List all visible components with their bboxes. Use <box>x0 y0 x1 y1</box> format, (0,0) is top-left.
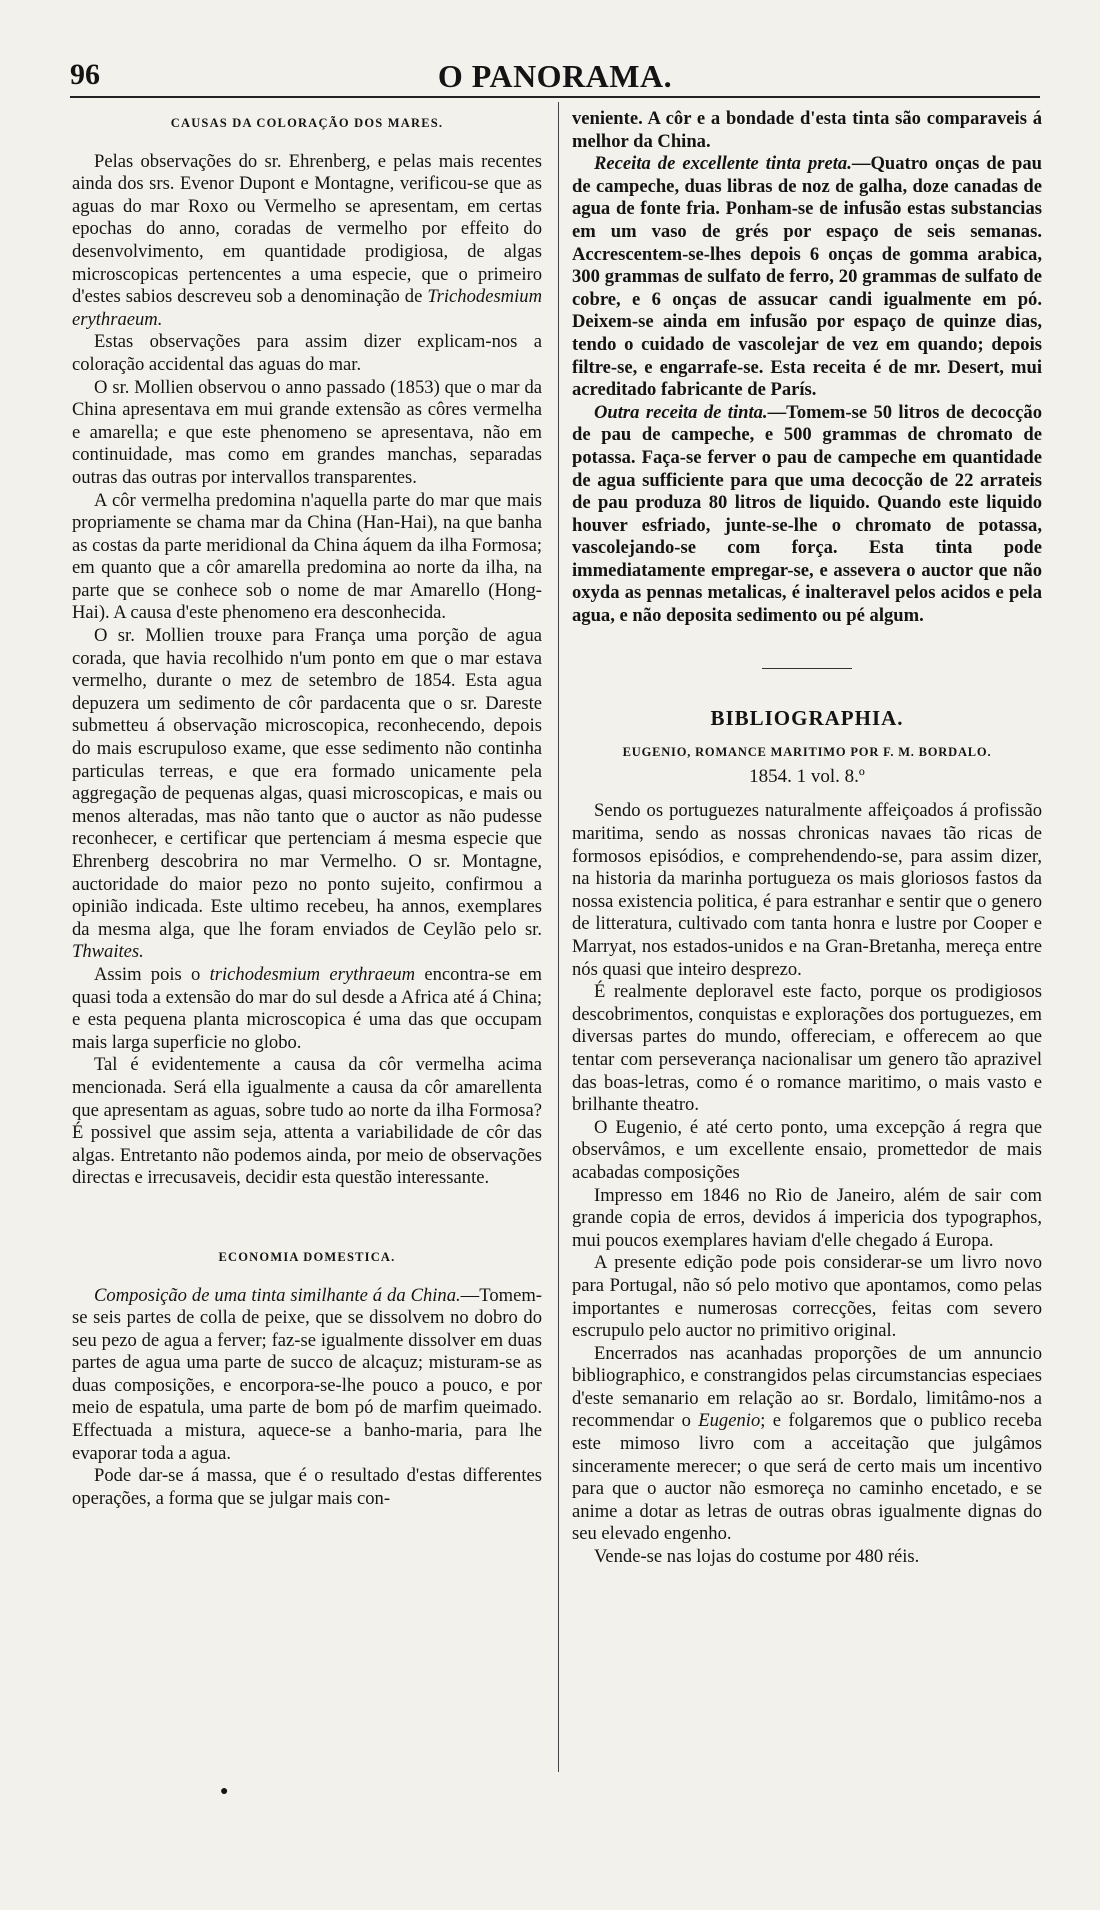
paragraph: Sendo os portuguezes naturalmente affeiçoados á profissão maritima, sendo as nossas chronicas navaes tão ricas de formosos episódios, e comprehendendo-se, para assim dizer, na historia da marinha portugueza os mais gloriosos fastos da nossa existencia politica, é para estranhar e sentir que o genero de litteratura, cultivado com tanta honra e lustre por Cooper e Marryat, nos estados-unidos e na Gran-Bretanha, mereça entre nós quasi que inteiro desprezo. <box>572 800 1042 980</box>
right-column <box>572 108 1042 1569</box>
paragraph: O Eugenio, é até certo ponto, uma excepção á regra que observâmos, e um excellente ensaio, promettedor de mais acabadas composições <box>572 1116 1042 1183</box>
page-header <box>70 58 1040 98</box>
recipe-title: Outra receita de tinta. <box>594 401 768 423</box>
recipe-title: Composição de uma tinta similhante á da China. <box>94 1284 461 1306</box>
paragraph: Outra receita de tinta.—Tomem-se 50 litros de decocção de pau de campeche, e 500 grammas de chromato de potassa. Faça-se ferver o pau de campeche em quantidade de agua sufficiente para que uma decocção de 22 arrateis de pau produza 80 litros de liquido. Quando este liquido houver esfriado, junte-se-lhe o chromato de potassa, vascolejando-se com força. Esta tinta pode immediatamente empregar-se, e assevera o auctor que não oxyda as pennas metalicas, é inalteravel pelos acidos e pela agua, e não deposita sedimento ou pé algum. <box>572 401 1042 627</box>
paragraph: É realmente deploravel este facto, porque os prodigiosos descobrimentos, conquistas e explorações dos portuguezes, em diversas partes do mundo, offereciam, e offerecem ao que tentar com perseverança nacionalisar um genero tão aprazivel das boas-letras, como é o romance maritimo, o mais vasto e brilhante theatro. <box>572 981 1042 1116</box>
paragraph: O sr. Mollien observou o anno passado (1853) que o mar da China apresentava em mui grande extensão as côres vermelha e amarella; e que este phenomeno se apresentava, não em continuidade, mas como em grandes manchas, separadas outras das outras por intervallos transparentes. <box>72 376 542 488</box>
paragraph: Encerrados nas acanhadas proporções de um annuncio bibliographico, e constrangidos pelas circumstancias especiaes d'este semanario em relação ao sr. Bordalo, limitâmo-nos a recommendar o Eugenio; e folgaremos que o publico receba este mimoso livro com a acceitação que julgâmos sinceramente merecer; o que será de certo mais um incentivo para que o auctor não esmoreça no caminho encetado, e se anime a dotar as letras de outras obras igualmente dignas do seu elevado engenho. <box>572 1342 1043 1545</box>
paragraph: Receita de excellente tinta preta.—Quatro onças de pau de campeche, duas libras de noz de galha, doze canadas de agua de fonte fria. Ponham-se de infusão estas substancias em um vaso de grés por espaço de seis semanas. Accrescentem-se-lhes depois 6 onças de gomma arabica, 300 grammas de sulfato de ferro, 20 grammas de sulfato de cobre, e 6 onças de assucar candi igualmente em pó. Deixem-se ainda em infusão por espaço de quinze dias, tendo o cuidado de vascolejar de vez em quando; depois filtre-se, e engarrafe-se. Esta receita é de mr. Desert, mui acreditado fabricante de París. <box>572 153 1042 401</box>
paragraph: Assim pois o trichodesmium erythraeum encontra-se em quasi toda a extensão do mar do sul desde a Africa até á China; e esta pequena planta microscopica é uma das que occupam mais larga superficie no globo. <box>72 963 543 1053</box>
paragraph: A côr vermelha predomina n'aquella parte do mar que mais propriamente se chama mar da China (Han-Hai), na que banha as costas da parte meridional da China áquem da ilha Formosa; em quanto que a côr amarella predomina ao norte da ilha, na parte que se conhece sob o nome de mar Amarello (Hong-Hai). A causa d'este phenomeno era desconhecida. <box>72 489 542 624</box>
italic-term: Thwaites. <box>72 941 144 963</box>
spacer <box>72 1190 542 1242</box>
recipe-title: Receita de excellente tinta preta. <box>594 153 852 175</box>
italic-term: Eugenio <box>698 1410 761 1432</box>
paragraph: Impresso em 1846 no Rio de Janeiro, além de sair com grande copia de erros, devidos á impericia dos typographos, mui poucos exemplares haviam d'elle chegado á Europa. <box>572 1184 1042 1251</box>
divider <box>762 668 852 669</box>
footer-dot: ● <box>220 1784 229 1799</box>
italic-term: Trichodesmium erythraeum. <box>72 286 542 330</box>
paragraph: O sr. Mollien trouxe para França uma porção de agua corada, que havia recolhido n'um ponto em que o mar estava vermelho, durante o mez de setembro de 1854. Esta agua depuzera um sedimento de côr pardacenta que o sr. Dareste submetteu á observação microscopica, reconhecendo, depois do mais escrupuloso exame, que esse sedimento não continha particulas terreas, e que era formado unicamente pela aggregação de pequenas algas, quasi microscopicas, e mais ou menos alteradas, mas não tanto que o auctor as não pudesse reconhecer, e certificar que pertenciam á mesma especie que Ehrenberg descobrira no mar Vermelho. O sr. Montagne, auctoridade do maior pezo no ponto sujeito, confirmou a opinião indicada. Este ultimo recebeu, ha annos, exemplares da mesma alga, que lhe foram enviados de Ceylão pelo sr. Thwaites. <box>72 625 542 963</box>
section-heading-economia: ECONOMIA DOMESTICA. <box>218 1249 396 1264</box>
paragraph: Pelas observações do sr. Ehrenberg, e pelas mais recentes ainda dos srs. Evenor Dupont e Montagne, verificou-se que as aguas do mar Roxo ou Vermelho se apresentam, em certas epochas do anno, coradas de vermelho por effeito do desenvolvimento, em quantidade prodigiosa, de algas microscopicas pertencentes a uma especie, que o primeiro d'estes sabios descreveu sob a denominação de Trichodesmium erythraeum. <box>72 150 542 330</box>
paragraph: veniente. A côr e a bondade d'esta tinta são comparaveis á melhor da China. <box>572 108 1042 152</box>
column-rule <box>558 102 559 1772</box>
italic-term: trichodesmium erythraeum <box>209 963 416 985</box>
paragraph: Estas observações para assim dizer explicam-nos a coloração accidental das aguas do mar. <box>72 331 542 375</box>
book-title: EUGENIO, ROMANCE MARITIMO POR F. M. BORDALO. <box>622 745 992 760</box>
book-edition: 1854. 1 vol. 8.º <box>749 765 865 787</box>
header-rule <box>70 96 1040 98</box>
left-column <box>72 108 542 1510</box>
paragraph: Pode dar-se á massa, que é o resultado d'estas differentes operações, a forma que se julgar mais con- <box>72 1465 542 1509</box>
paragraph: Vende-se nas lojas do costume por 480 réis. <box>594 1546 920 1568</box>
paragraph: Composição de uma tinta similhante á da China.—Tomem-se seis partes de colla de peixe, que se dissolvem no dobro do seu pezo de agua a ferver; faz-se igualmente dissolver em duas partes de agua uma parte de succo de alcaçuz; misturam-se as duas composições, e encorpora-se-lhe pouco a pouco, e por meio de espatula, uma parte de bom pó de marfim queimado. Effectuada a mistura, aquece-se a banho-maria, para lhe evaporar toda a agua. <box>72 1284 542 1464</box>
running-title: O PANORAMA. <box>437 58 673 94</box>
paragraph: A presente edição pode pois considerar-se um livro novo para Portugal, não só pelo motivo que apontamos, como pelas importantes e numerosas correcções, feitas com severo escrupulo pelo auctor no primitivo original. <box>572 1252 1042 1342</box>
page-number: 96 <box>70 58 100 91</box>
section-heading-coloracao: CAUSAS DA COLORAÇÃO DOS MARES. <box>170 116 444 130</box>
bibliographia-heading: BIBLIOGRAPHIA. <box>710 705 904 730</box>
paragraph: Tal é evidentemente a causa da côr vermelha acima mencionada. Será ella igualmente a causa da côr amarellenta que apresentam as aguas, sobre tudo ao norte da ilha Formosa? É possivel que assim seja, attenta a variabilidade de côr das algas. Entretanto não podemos ainda, por meio de observações directas e irrecusaveis, decidir esta questão interessante. <box>72 1054 542 1189</box>
